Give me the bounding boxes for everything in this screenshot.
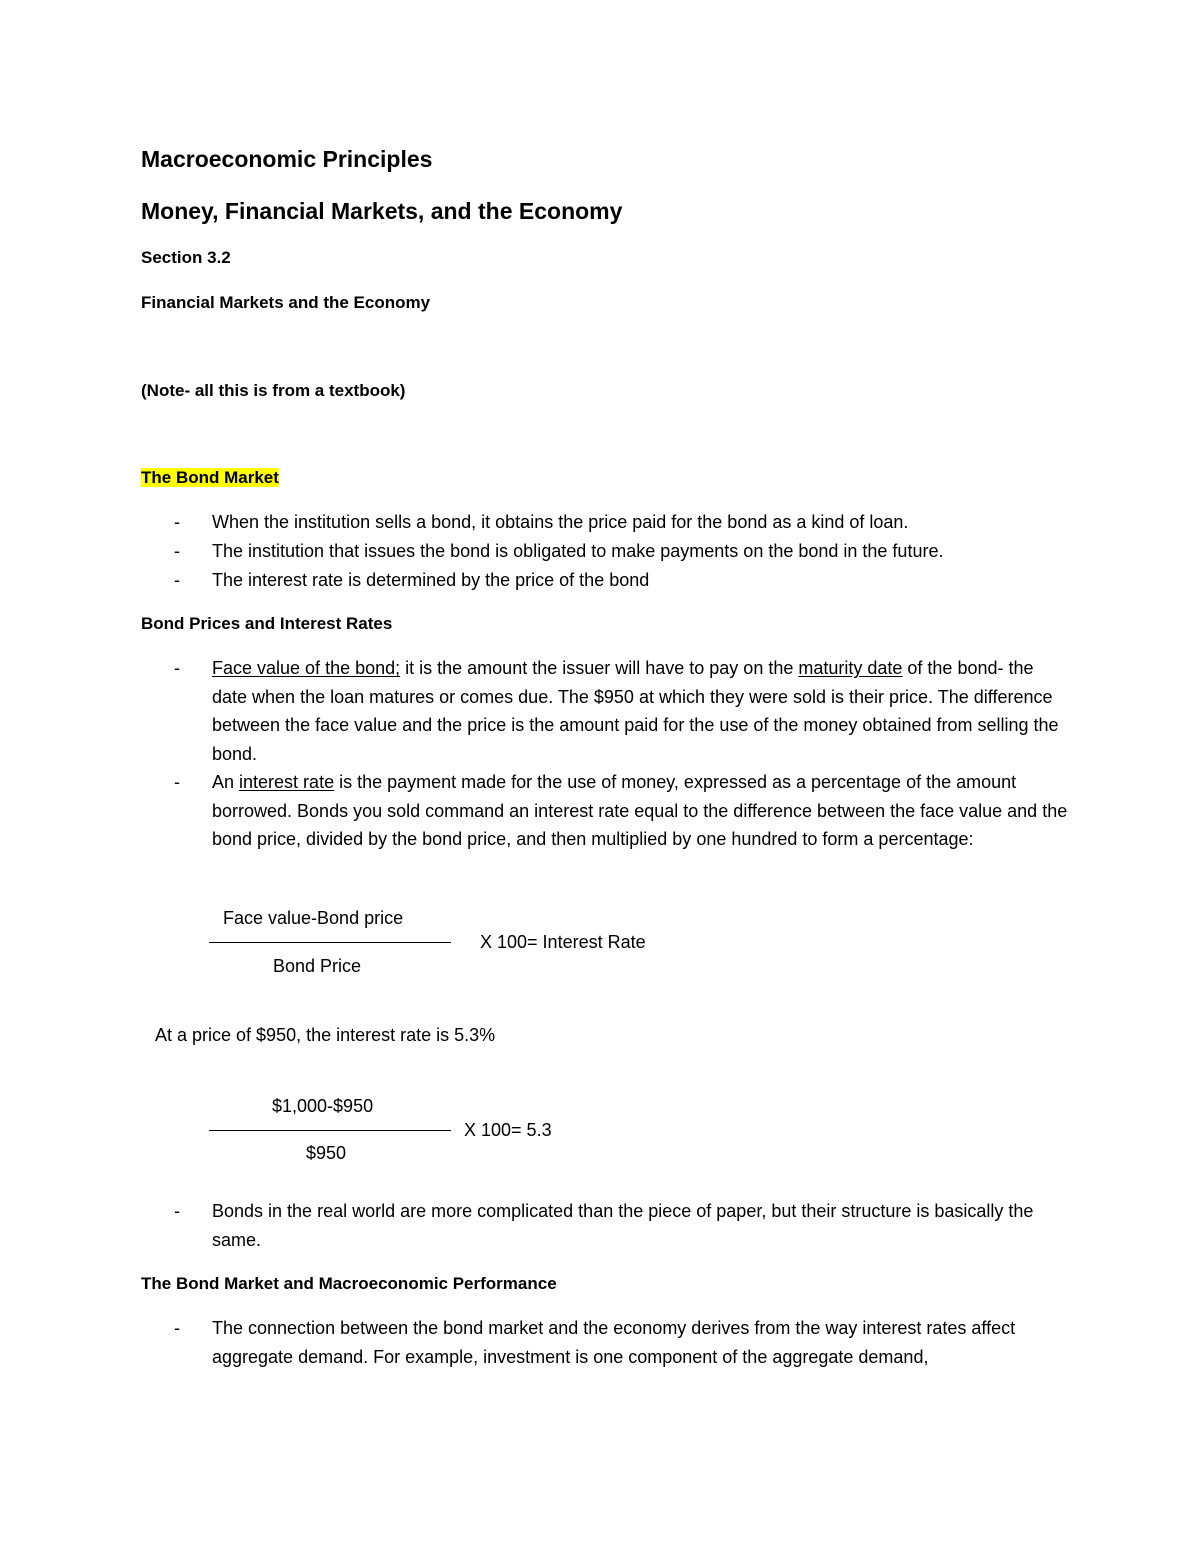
face-value-text-a: it is the amount the issuer will have to pay on the <box>400 658 799 678</box>
formula-fraction-bar <box>209 942 451 943</box>
macro-performance-bullet-1: The connection between the bond market and the economy derives from the way interest rates affect aggregate demand. For example, investment is one component of the aggregate demand, <box>212 1318 1016 1367</box>
bond-market-bullet-3: The interest rate is determined by the price of the bond <box>212 570 650 590</box>
example-numerator: $1,000-$950 <box>272 1096 374 1116</box>
example-denominator: $950 <box>306 1143 347 1163</box>
bullet-dash: - <box>174 541 180 561</box>
bullet-dash: - <box>174 1318 180 1338</box>
bullet-dash: - <box>174 772 180 792</box>
bond-market-bullet-2: The institution that issues the bond is obligated to make payments on the bond in the future. <box>212 541 944 561</box>
bullet-dash: - <box>174 658 180 678</box>
bond-market-bullet-1: When the institution sells a bond, it obtains the price paid for the bond as a kind of loan. <box>212 512 909 532</box>
formula-denominator: Bond Price <box>273 956 362 976</box>
bond-market-heading <box>141 468 279 488</box>
real-world-bonds-bullet: Bonds in the real world are more complicated than the piece of paper, but their structure is basically the same. <box>212 1201 1034 1250</box>
bullet-dash: - <box>174 570 180 590</box>
formula-result: X 100= Interest Rate <box>480 932 646 952</box>
face-value-term: Face value of the bond; <box>212 658 401 678</box>
textbook-note: (Note- all this is from a textbook) <box>141 381 406 400</box>
bond-prices-heading: Bond Prices and Interest Rates <box>141 614 393 633</box>
interest-rate-paragraph <box>212 768 1072 854</box>
section-title: Financial Markets and the Economy <box>141 293 431 312</box>
example-text: At a price of $950, the interest rate is 5.3% <box>155 1025 496 1045</box>
face-value-paragraph <box>212 654 1072 768</box>
formula-numerator: Face value-Bond price <box>223 908 404 928</box>
example-fraction-bar <box>209 1130 451 1131</box>
interest-rate-text-b: is the payment made for the use of money, expressed as a percentage of the amount borrowed. Bonds you sold command an interest rate equal to the difference between the face value and the bond price, divided by the bond price, and then multiplied by one hundred to form a percentage: <box>212 772 1068 849</box>
interest-rate-term: interest rate <box>239 772 335 792</box>
bullet-dash: - <box>174 1201 180 1221</box>
document-title: Macroeconomic Principles <box>141 146 433 172</box>
example-result: X 100= 5.3 <box>464 1120 552 1140</box>
macro-performance-heading: The Bond Market and Macroeconomic Performance <box>141 1274 557 1293</box>
document-subtitle: Money, Financial Markets, and the Economy <box>141 198 623 224</box>
maturity-date-term: maturity date <box>798 658 903 678</box>
interest-rate-text-a: An <box>212 772 240 792</box>
bond-market-heading-text: The Bond Market <box>141 468 279 487</box>
face-value-text-b: of the bond- the date when the loan matures or comes due. The $950 at which they were sold is their price. The difference between the face value and the price is the amount paid for the use of the money obtained from selling the bond. <box>212 658 1059 764</box>
section-number: Section 3.2 <box>141 248 231 267</box>
bullet-dash: - <box>174 512 180 532</box>
